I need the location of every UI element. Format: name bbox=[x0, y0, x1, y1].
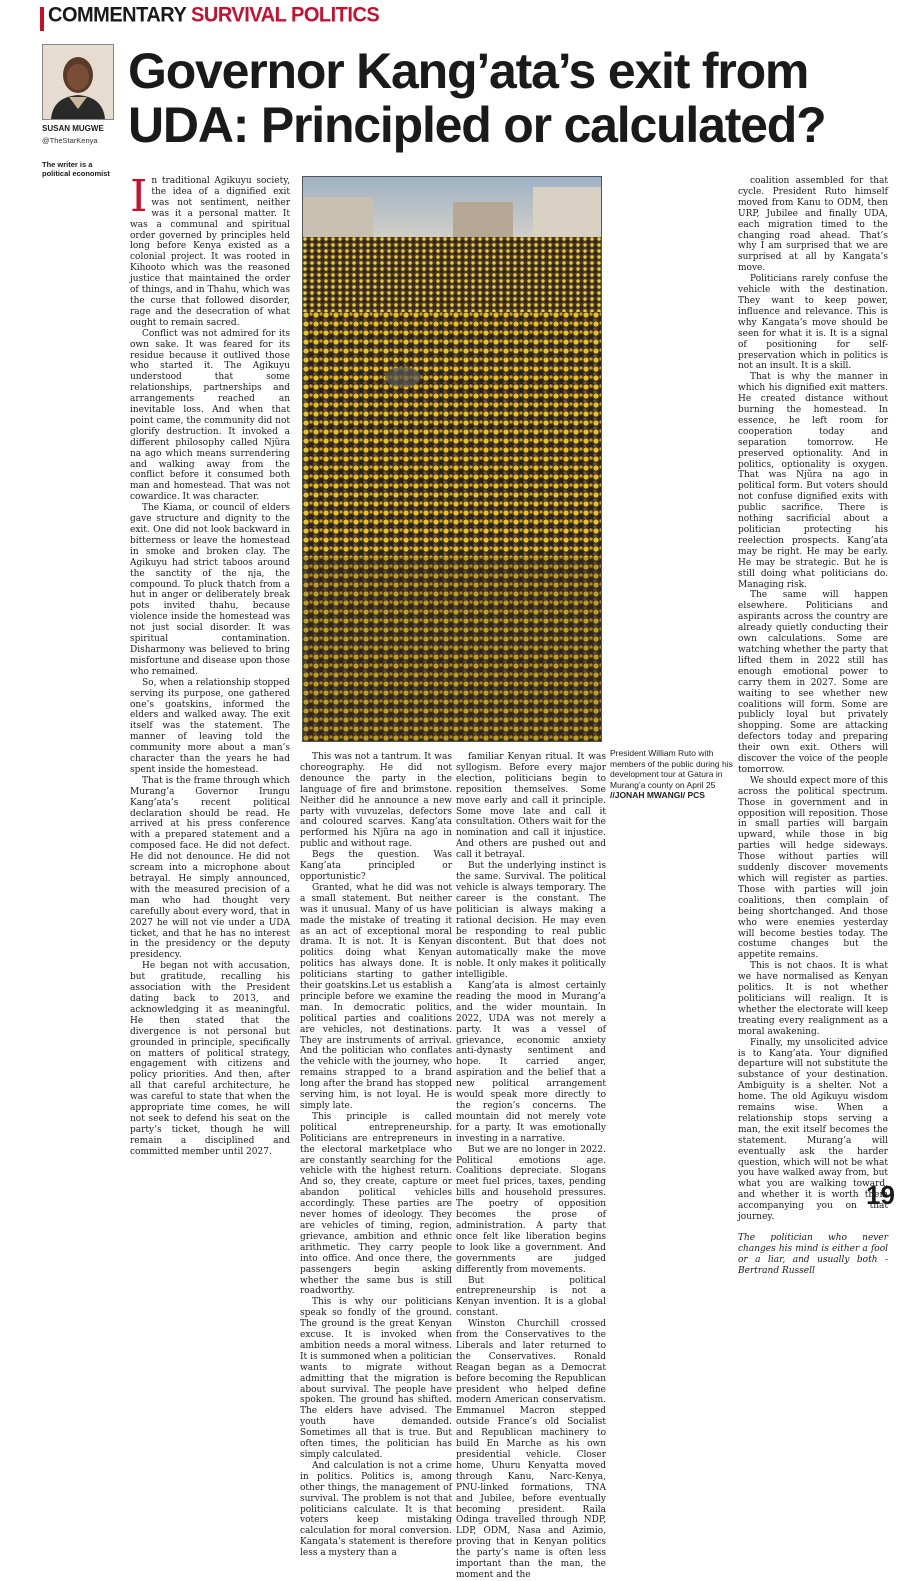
paragraph: The same will happen elsewhere. Politicians and aspirants across the country are already quietly conducting their own calculations. Some are watching whether the party that lifted them in 2022 still has enough emotional power to carry them in 2027. Some are waiting to see whether new coalitions will form. Some are publicly loyal but privately shopping. Some are attacking defectors today and preparing their own exit. Others will discover the voice of the people tomorrow. bbox=[738, 590, 888, 775]
author-handle: @TheStarKenya bbox=[42, 136, 98, 145]
section-label: COMMENTARY bbox=[48, 3, 186, 27]
paragraph: Winston Churchill crossed from the Conservatives to the Liberals and later returned to the Conservatives. Ronald Reagan began as a Democrat before becoming the Republican president who helped define modern American conservatism. Emmanuel Macron stepped outside France’s old Socialist and Republican machinery to build En Marche as his own presidential vehicle. Closer home, Uhuru Kenyatta moved through Kanu, Narc-Kenya, PNU-linked formations, TNA and Jubilee, before eventually becoming president. Raila Odinga travelled through NDP, LDP, ODM, Nasa and Azimio, proving that in Kenyan politics the party’s name is often less important than the man, the moment and the bbox=[456, 1319, 606, 1580]
paragraph: Begs the question. Was Kang’ata principled or opportunistic? bbox=[300, 850, 452, 882]
paragraph: That is why the manner in which his dignified exit matters. He created distance without burning the homestead. In essence, he left room for cooperation today and separation tomorrow. He preserved optionality. And in politics, optionality is oxygen. That was Njũra na ago in political form. But voters should not confuse dignified exits with public sacrifice. There is nothing sacrificial about a politician protecting his reelection prospects. Kang’ata may be right. He may be early. He may be strategic. But he is still doing what politicians do. Managing risk. bbox=[738, 372, 888, 590]
article-column-2 bbox=[300, 752, 452, 1559]
article-column-4 bbox=[738, 176, 888, 1277]
paragraph: Kang’ata is almost certainly reading the mood in Murang’a and the wider mountain. In 2022, UDA was not merely a party. It was a vessel of grievance, economic anxiety anti-dynasty sentiment and hope. It carried anger, aspiration and the belief that a new political arrangement would speak more directly to the region’s concerns. The mountain did not merely vote for a party. It was emotionally investing in a narrative. bbox=[456, 981, 606, 1144]
paragraph: That is the frame through which Murang’a Governor Irungu Kang’ata’s recent political declaration should be read. He arrived at his press conference with a prepared statement and a composed face. He did not defect. He did not denounce. He did not scream into a microphone about betrayal. He simply announced, with the measured precision of a man who had thought very carefully about every word, that in 2027 he will not vie under a UDA ticket, and that he has no interest in the presidency or the deputy presidency. bbox=[130, 775, 290, 961]
paragraph: In traditional Agikuyu society, the idea of a dignified exit was not sentiment, neither was it a personal matter. It was a communal and spiritual order governed by principles held long before Kenya existed as a colonial project. It was rooted in Kihooto which was the reasoned justice that maintained the order of things, and in Thahu, which was the curse that followed disorder, rage and the desecration of what ought to remain sacred. bbox=[130, 171, 290, 328]
paragraph: But the underlying instinct is the same. Survival. The political vehicle is always temporary. The career is the constant. The politician is always making a rational decision. He may even be responding to real public discontent. But that does not automatically make the move noble. It only makes it politically intelligible. bbox=[456, 861, 606, 981]
author-role: The writer is a political economist bbox=[42, 160, 110, 178]
paragraph: Finally, my unsolicited advice is to Kang’ata. Your dignified departure will not substitute the substance of your destination. Ambiguity is a shelter. Not a home. The old Agikuyu wisdom remains wise. When a relationship stops serving a man, the exit itself becomes the statement. Murang’a will eventually ask the harder question, which will not be what you have walked away from, but what you are walking toward, and whether it is worth them accompanying you on that journey. bbox=[738, 1037, 888, 1223]
paragraph: So, when a relationship stopped serving its purpose, one gathered one’s goatskins, informed the elders and walked away. The exit itself was the statement. The manner of leaving told the community more about a man’s character than the years he had spent inside the homestead. bbox=[130, 677, 290, 775]
paragraph: We should expect more of this across the political spectrum. Those in government and in opposition will reposition. Those in small parties will bargain upward, while those in big parties will hedge sideways. Those without parties will suddenly discover movements which will register as parties. Those with parties will join coalitions, then complain of being shortchanged. And those who were enemies yesterday will become besties today. The costume changes but the appetite remains. bbox=[738, 775, 888, 961]
paragraph: This is not chaos. It is what we have normalised as Kenyan politics. It is not whether politicians will realign. It is whether the electorate will keep treating every realignment as a moral awakening. bbox=[738, 961, 888, 1037]
headline: Governor Kang’ata’s exit from UDA: Principled or calculated? bbox=[128, 43, 826, 153]
caption-text: President William Ruto with members of the public during his development tour at Gatura in Murang’a county on April 25 bbox=[610, 748, 733, 790]
article-column-1 bbox=[130, 171, 290, 1158]
paragraph: And calculation is not a crime in politics. Politics is, among other things, the management of survival. The problem is not that politicians calculate. It is that voters keep mistaking calculation for moral conversion. Kangata’s statement is therefore less a mystery than a bbox=[300, 1460, 452, 1559]
paragraph: This was not a tantrum. It was choreography. He did not denounce the party in the language of fire and brimstone. Neither did he announce a new party with vuvuzelas, defectors and coloured scarves. Kang’ata performed his Njũra na ago in public and without rage. bbox=[300, 752, 452, 850]
photo-caption bbox=[610, 748, 734, 801]
paragraph: This is why our politicians speak so fondly of the ground. The ground is the great Kenyan excuse. It is invoked when ambition needs a moral witness. It is summoned when a politician wants to migrate without admitting that the migration is about survival. The people have spoken. The ground has shifted. The elders have advised. The youth have demanded. Sometimes all that is true. But often times, the politician has simply calculated. bbox=[300, 1297, 452, 1460]
crowd-photo bbox=[302, 176, 602, 742]
paragraph: Conflict was not admired for its own sake. It was feared for its residue because it outlived those who started it. The Agikuyu understood that some relationships, partnerships and arrangements reached an inevitable loss. And when that point came, the community did not glorify destruction. It invoked a different philosophy called Njũra na ago which means surrendering and walking away from the conflict before it consumed both man and homestead. That was not cowardice. It was character. bbox=[130, 328, 290, 503]
paragraph: Granted, what he did was not a small statement. But neither was it unusual. Many of us have made the mistake of treating it as an act of exceptional moral drama. It is not. It is Kenyan politics doing what Kenyan politics has always done. It is politicians starting to gather their goatskins.Let us establish a principle before we examine the man. In democratic politics, political parties and coalitions are vehicles, not destinations. They are instruments of arrival. And the politician who conflates the vehicle with the journey, who remains strapped to a brand long after the brand has stopped serving him, is not loyal. He is simply late. bbox=[300, 882, 452, 1111]
paragraph: He began not with accusation, but gratitude, recalling his association with the President dating back to 2013, and acknowledging it as meaningful. He then stated that the divergence is not personal but grounded in principle, specifically on matters of political strategy, engagement with citizens and policy priorities. And then, after all that careful architecture, he was careful to state that when the appropriate time comes, he will not seek to defend his seat on the party’s ticket, though he will remain a disciplined and committed member until 2027. bbox=[130, 961, 290, 1157]
page-number: 19 bbox=[866, 1180, 895, 1210]
rubric-accent-bar bbox=[40, 7, 44, 31]
author-name: SUSAN MUGWE bbox=[42, 124, 104, 133]
closing-quote: The politician who never changes his mind is either a fool or a liar, and usually both - Bertrand Russell bbox=[738, 1233, 888, 1276]
paragraph: familiar Kenyan ritual. It was syllogism. Before every major election, politicians begin to reposition themselves. Some move early and call it principle. Some move late and call it consultation. Others wait for the nomination and call it injustice. And others are pushed out and call it betrayal. bbox=[456, 752, 606, 861]
section-rubric bbox=[48, 3, 379, 27]
paragraph: But we are no longer in 2022. Political emotions age. Coalitions depreciate. Slogans meet fuel prices, taxes, pending bills and household pressures. The poetry of opposition becomes the prose of administration. A party that once felt like liberation begins to look like a government. And governments are judged differently from movements. bbox=[456, 1144, 606, 1275]
paragraph: The Kiama, or council of elders gave structure and dignity to the exit. One did not look backward in bitterness or leave the homestead in smoke and broken clay. The Agikuyu had strict taboos around the sanctity of the nja, the compound. To pluck thatch from a hut in anger or deliberately break pots invited thahu, because violence inside the homestead was not just social disorder. It was spiritual contamination. Disharmony was believed to bring misfortune and disease upon those who remained. bbox=[130, 503, 290, 677]
paragraph: But political entrepreneurship is not a Kenyan invention. It is a global constant. bbox=[456, 1275, 606, 1319]
drop-cap: I bbox=[130, 171, 148, 222]
paragraph: Politicians rarely confuse the vehicle with the destination. They want to keep power, influence and relevance. This is why Kangata’s move should be seen for what it is. It is a signal of positioning for self-preservation which in politics is not an insult. It is a skill. bbox=[738, 274, 888, 372]
article-column-3 bbox=[456, 752, 606, 1581]
section-sublabel: SURVIVAL POLITICS bbox=[191, 3, 380, 27]
paragraph: coalition assembled for that cycle. President Ruto himself moved from Kanu to ODM, then URP, Jubilee and finally UDA, each migration timed to the changing road ahead. That’s why I am surprised that we are surprised at all by Kangata’s move. bbox=[738, 176, 888, 274]
author-photo bbox=[42, 44, 114, 120]
caption-credit: //JONAH MWANGI/ PCS bbox=[610, 790, 705, 800]
paragraph: This principle is called political entrepreneurship. Politicians are entrepreneurs in the electoral marketplace who are constantly searching for the vehicle with the highest return. And so, they create, capture or abandon political vehicles accordingly. These parties are never homes of ideology. They are vehicles of timing, region, grievance, ambition and ethnic arithmetic. They carry people into office. And once there, the passengers begin asking whether the same bus is still roadworthy. bbox=[300, 1111, 452, 1297]
